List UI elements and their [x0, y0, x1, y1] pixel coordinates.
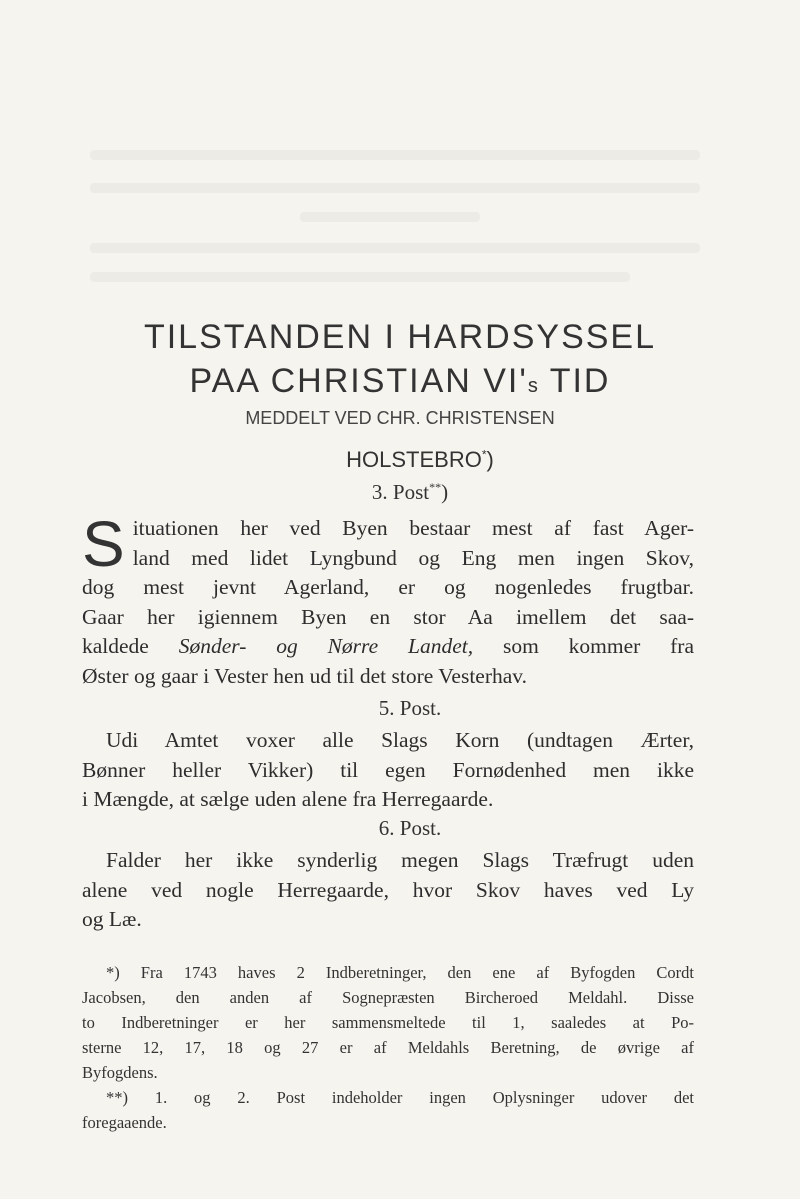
text-line: Gaar her igiennem Byen en stor Aa imellem det saa- — [82, 604, 694, 629]
title-line-2-main: PAA CHRISTIAN VI' — [189, 362, 528, 400]
drop-cap: S — [82, 508, 125, 580]
paragraph-fruit — [82, 846, 694, 935]
footnote-line: Jacobsen, den anden af Sognepræsten Bircheroed Meldahl. Disse — [82, 988, 694, 1007]
text-segment: som kommer fra — [473, 634, 695, 658]
text-line — [82, 632, 694, 662]
footnote-line: foregaaende. — [82, 1113, 167, 1132]
text-line: land med lidet Lyngbund og Eng men ingen Skov, — [132, 545, 694, 570]
italic-place-names: Sønder- og Nørre Landet, — [178, 634, 474, 658]
paragraph-grain — [82, 726, 694, 815]
text-segment: kaldede — [82, 634, 179, 658]
footnote-line: **) 1. og 2. Post indeholder ingen Oplysninger udover det — [106, 1088, 694, 1107]
post-3-heading — [0, 480, 790, 505]
bleed-through-line — [90, 150, 700, 160]
title-line-1: TILSTANDEN I HARDSYSSEL — [143, 318, 657, 356]
text-line: Bønner heller Vikker) til egen Fornødenhed men ikke — [82, 757, 694, 782]
title-line-2 — [0, 362, 800, 401]
place-heading — [0, 447, 800, 473]
place-name: HOLSTEBRO — [346, 447, 482, 472]
footnote-line: sterne 12, 17, 18 og 27 er af Meldahls Beretning, de øvrige af — [82, 1038, 694, 1057]
footnote-marker: ** — [429, 480, 442, 494]
text-line: Udi Amtet voxer alle Slags Korn (undtagen Ærter, — [106, 728, 694, 752]
bleed-through-line — [90, 243, 700, 253]
footnote-line: to Indberetninger er her sammensmeltede til 1, saaledes at Po- — [82, 1013, 694, 1032]
text-line: ituationen her ved Byen bestaar mest af fast Ager- — [132, 516, 694, 540]
text-line: dog mest jevnt Agerland, er og nogenledes frugtbar. — [82, 575, 694, 599]
post-5-heading: 5. Post. — [378, 696, 442, 720]
title-line-2-sub: s — [527, 375, 539, 397]
text-line: i Mængde, at sælge uden alene fra Herregaarde. — [82, 787, 494, 811]
post-3-label: 3. Post — [371, 480, 430, 504]
footnote-marker: * — [481, 447, 487, 462]
bleed-through-line — [300, 212, 480, 222]
footnote-line: *) Fra 1743 haves 2 Indberetninger, den ene af Byfogden Cordt — [106, 963, 694, 982]
byline: MEDDELT VED CHR. CHRISTENSEN — [245, 408, 555, 428]
post-6-heading: 6. Post. — [378, 816, 442, 840]
bleed-through-line — [90, 183, 700, 193]
place-close: ) — [486, 447, 494, 472]
title-line-2-end: TID — [538, 362, 611, 400]
post-3-close: ) — [441, 480, 449, 504]
bleed-through-line — [90, 272, 630, 282]
footnotes — [82, 960, 694, 1135]
text-line: Falder her ikke synderlig megen Slags Træfrugt uden — [106, 848, 694, 872]
text-line: og Læ. — [82, 907, 142, 931]
paragraph-situation — [82, 508, 695, 691]
text-line: alene ved nogle Herregaarde, hvor Skov haves ved Ly — [82, 877, 694, 902]
footnote-line: Byfogdens. — [82, 1063, 158, 1082]
text-line: Øster og gaar i Vester hen ud til det store Vesterhav. — [82, 663, 528, 688]
